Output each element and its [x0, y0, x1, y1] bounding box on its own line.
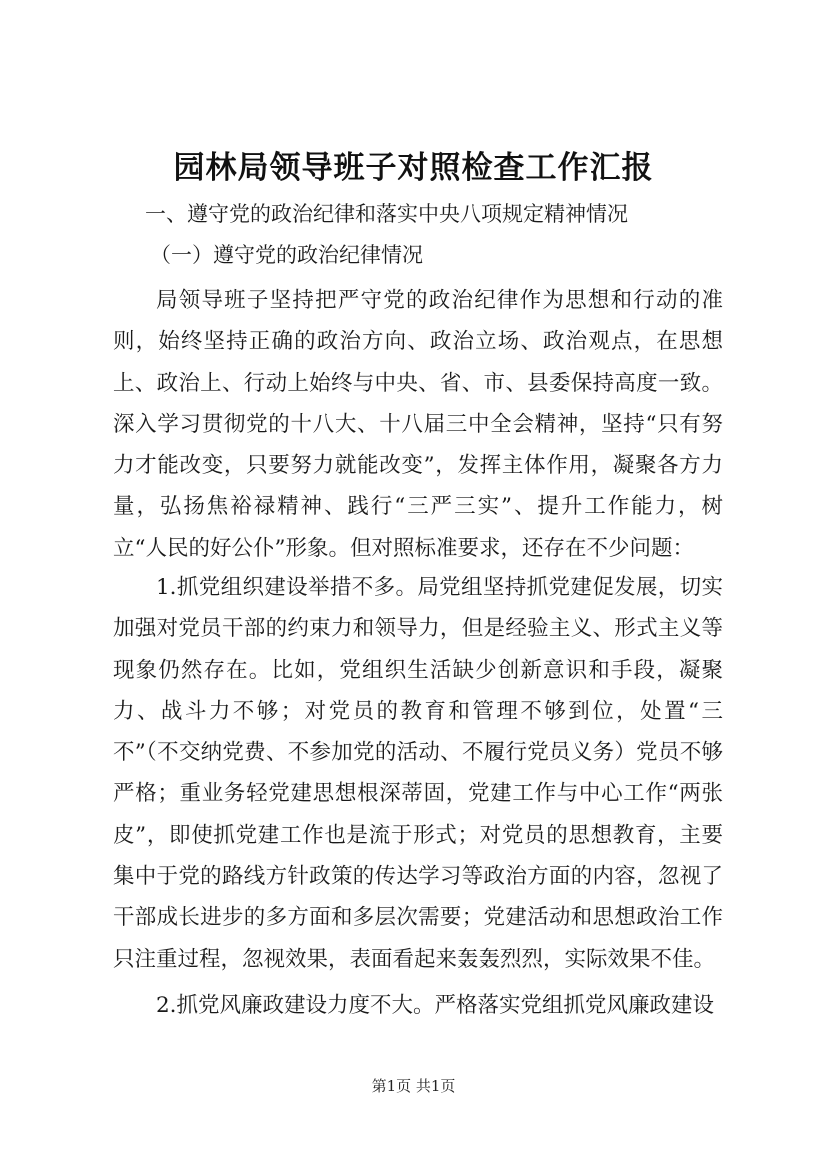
- paragraph-item-2: 2.抓党风廉政建设力度不大。严格落实党组抓党风廉政建设: [156, 993, 715, 1018]
- paragraph-item-1: 1.抓党组织建设举措不多。局党组坚持抓党建促发展，切实加强对党员干部的约束力和领导力，但是经验主义、形式主义等现象仍然存在。比如，党组织生活缺少创新意识和手段，凝聚力、战斗力不够；对党员的教育和管理不够到位，处置“三不”（不交纳党费、不参加党的活动、不履行党员义务）党员不够严格；重业务轻党建思想根深蒂固，党建工作与中心工作“两张皮”，即使抓党建工作也是流于形式；对党员的思想教育，主要集中于党的路线方针政策的传达学习等政治方面的内容，忽视了干部成长进步的多方面和多层次需要；党建活动和思想政治工作只注重过程，忽视效果，表面看起来轰轰烈烈，实际效果不佳。: [113, 575, 723, 972]
- section-heading: 一、遵守党的政治纪律和落实中央八项规定精神情况: [145, 202, 628, 226]
- paragraph-intro: 局领导班子坚持把严守党的政治纪律作为思想和行动的准则，始终坚持正确的政治方向、政治立场、政治观点，在思想上、政治上、行动上始终与中央、省、市、县委保持高度一致。深入学习贯彻党的十八大、十八届三中全会精神，坚持“只有努力才能改变，只要努力就能改变”，发挥主体作用，凝聚各方力量，弘扬焦裕禄精神、践行“三严三实”、提升工作能力，树立“人民的好公仆”形象。但对照标准要求，还存在不少问题：: [113, 288, 723, 561]
- subsection-heading: （一）遵守党的政治纪律情况: [150, 243, 423, 267]
- page-footer: 第1页 共1页: [371, 1077, 456, 1095]
- document-title: 园林局领导班子对照检查工作汇报: [173, 150, 654, 186]
